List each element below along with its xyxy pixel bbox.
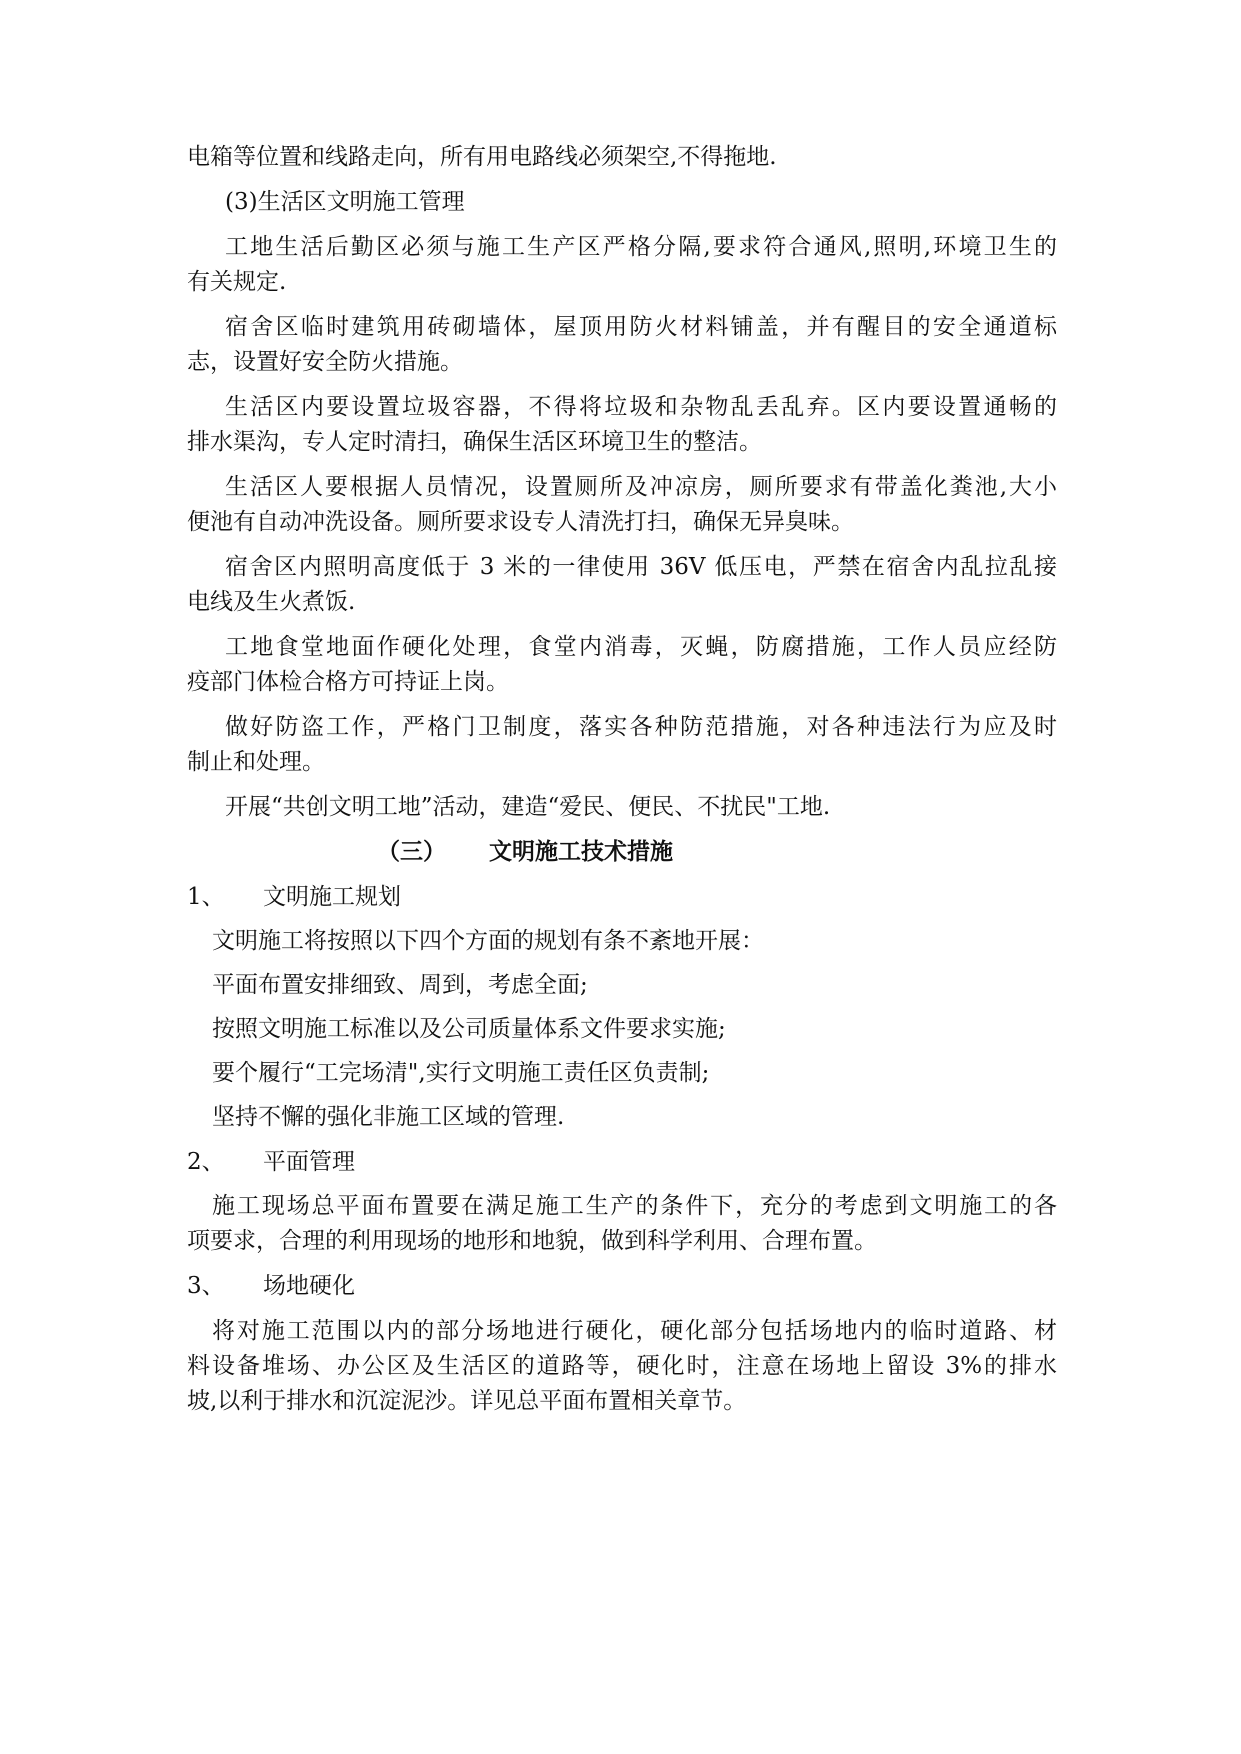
item-title: 文明施工规划 (263, 884, 401, 910)
paragraph-line: 平面布置安排细致、周到，考虑全面; (212, 972, 588, 998)
paragraph-line: 工地食堂地面作硬化处理，食堂内消毒，灭蝇，防腐措施，工作人员应经防 (225, 634, 1057, 660)
paragraph-line: 施工现场总平面布置要在满足施工生产的条件下，充分的考虑到文明施工的各 (212, 1193, 1057, 1219)
paragraph-line: 项要求，合理的利用现场的地形和地貌，做到科学利用、合理布置。 (187, 1228, 877, 1254)
paragraph-line: 宿舍区临时建筑用砖砌墙体，屋顶用防火材料铺盖，并有醒目的安全通道标 (225, 314, 1057, 340)
paragraph-line: 按照文明施工标准以及公司质量体系文件要求实施; (212, 1016, 726, 1042)
paragraph-line: 工地生活后勤区必须与施工生产区严格分隔,要求符合通风,照明,环境卫生的 (225, 234, 1057, 260)
item-title: 平面管理 (263, 1149, 355, 1175)
section-title: 文明施工技术措施 (489, 839, 673, 865)
item-title: 场地硬化 (263, 1273, 355, 1299)
section-number: （三） (377, 839, 446, 865)
item-heading (0, 1270, 1241, 1302)
item-heading (0, 1146, 1241, 1178)
paragraph-line: 制止和处理。 (187, 749, 325, 775)
paragraph-line: 宿舍区内照明高度低于 3 米的一律使用 36V 低压电，严禁在宿舍内乱拉乱接 (225, 554, 1057, 580)
paragraph-line: 电箱等位置和线路走向，所有用电路线必须架空,不得拖地. (187, 144, 777, 170)
item-number: 2、 (187, 1149, 225, 1175)
item-heading (0, 881, 1241, 913)
paragraph-line: 便池有自动冲洗设备。厕所要求设专人清洗打扫，确保无异臭味。 (187, 509, 854, 535)
paragraph-line: 生活区人要根据人员情况，设置厕所及冲凉房，厕所要求有带盖化粪池,大小 (225, 474, 1057, 500)
paragraph-line: 坚持不懈的强化非施工区域的管理. (212, 1104, 565, 1130)
subsection-heading: (3)生活区文明施工管理 (225, 189, 465, 215)
paragraph-line: 疫部门体检合格方可持证上岗。 (187, 669, 509, 695)
paragraph-line: 排水渠沟，专人定时清扫，确保生活区环境卫生的整洁。 (187, 429, 762, 455)
item-number: 3、 (187, 1273, 225, 1299)
paragraph-line: 有关规定. (187, 269, 287, 295)
paragraph-line: 料设备堆场、办公区及生活区的道路等，硬化时，注意在场地上留设 3%的排水 (187, 1353, 1057, 1379)
paragraph-line: 要个履行“工完场清",实行文明施工责任区负责制; (212, 1060, 710, 1086)
paragraph-line: 志，设置好安全防火措施。 (187, 349, 463, 375)
paragraph-line: 坡,以利于排水和沉淀泥沙。详见总平面布置相关章节。 (187, 1388, 747, 1414)
item-number: 1、 (187, 884, 225, 910)
section-heading (187, 836, 1057, 868)
paragraph-line: 电线及生火煮饭. (187, 589, 356, 615)
paragraph-line: 将对施工范围以内的部分场地进行硬化，硬化部分包括场地内的临时道路、材 (212, 1318, 1057, 1344)
paragraph-line: 开展“共创文明工地”活动，建造“爱民、便民、不扰民"工地. (225, 794, 831, 820)
paragraph-line: 做好防盗工作，严格门卫制度，落实各种防范措施，对各种违法行为应及时 (225, 714, 1057, 740)
paragraph-line: 文明施工将按照以下四个方面的规划有条不紊地开展： (212, 928, 764, 954)
paragraph-line: 生活区内要设置垃圾容器，不得将垃圾和杂物乱丢乱弃。区内要设置通畅的 (225, 394, 1057, 420)
